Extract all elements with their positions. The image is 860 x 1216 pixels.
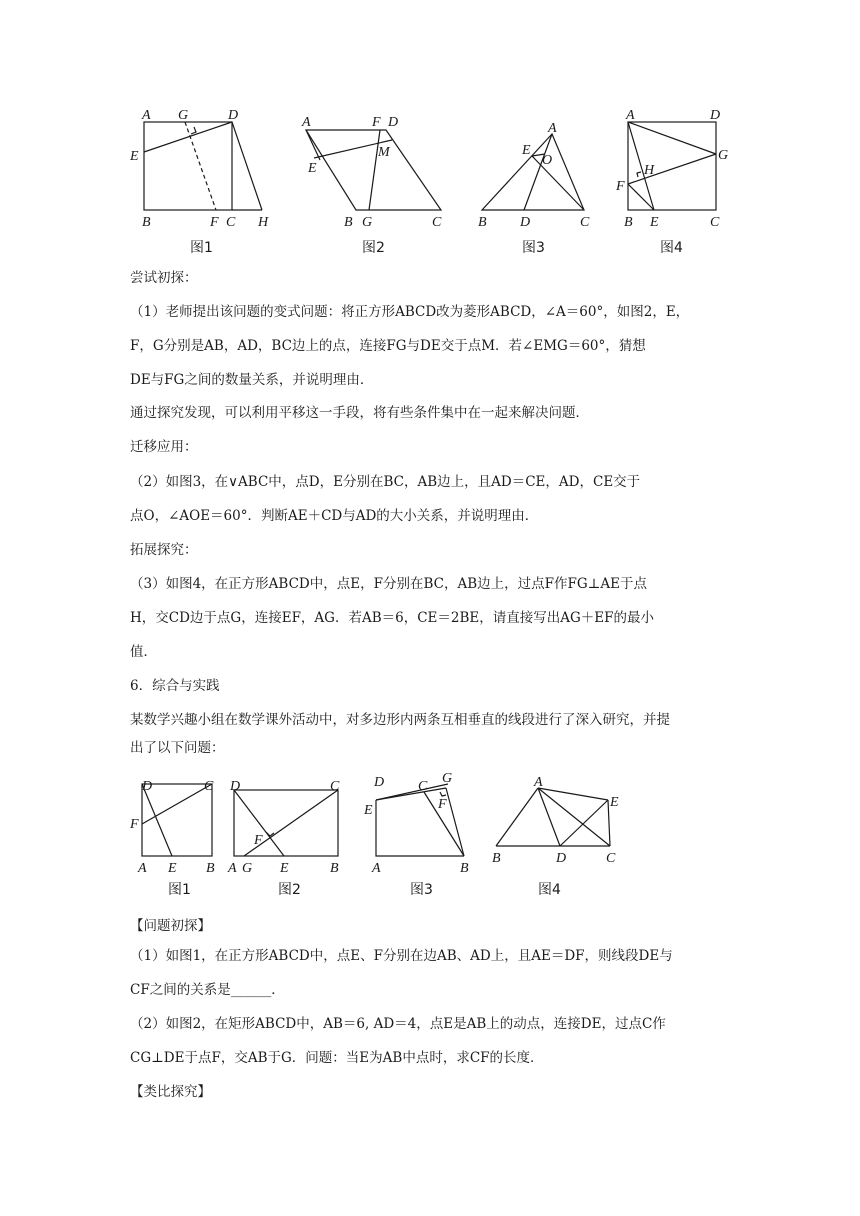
fig2-label-e: E (308, 161, 317, 176)
bfig3-label-g: G (442, 771, 453, 786)
bfig1-label-b: B (206, 861, 215, 876)
text-line-18: CF之间的关系是______． (130, 982, 285, 998)
text-line-10: （3）如图4，在正方形ABCD中，点E，F分别在BC，AB边上，过点F作FG⊥AE于点 (130, 576, 647, 592)
text-line-8: 点O，∠AOE＝60°．判断AE＋CD与AD的大小关系，并说明理由． (130, 508, 539, 524)
text-line-13: 6．综合与实践 (130, 678, 220, 694)
fig1-label-f: F (210, 215, 219, 230)
fig4-label-b: B (624, 215, 633, 230)
fig1-label-a: A (142, 108, 151, 123)
bfig3-label-f: F (438, 797, 447, 812)
fig3-caption: 图3 (522, 240, 545, 256)
fig1-caption: 图1 (190, 240, 213, 256)
bfig2-label-f: F (254, 833, 263, 848)
fig4-label-c: C (710, 215, 720, 230)
fig1-label-b: B (142, 215, 151, 230)
bfig3-caption: 图3 (410, 882, 433, 898)
text-line-14: 某数学兴趣小组在数学课外活动中，对多边形内两条互相垂直的线段进行了深入研究，并提 (130, 712, 670, 728)
bfig4-label-b: B (492, 851, 501, 866)
text-line-4: DE与FG之间的数量关系，并说明理由． (130, 372, 374, 388)
text-line-7: （2）如图3，在∨ABC中，点D，E分别在BC，AB边上，且AD＝CE，AD，CE交于 (130, 474, 641, 490)
figure-bottom-2 (226, 774, 350, 900)
text-line-3: F，G分别是AB，AD，BC边上的点，连接FG与DE交于点M．若∠EMG＝60°，猜想 (130, 338, 646, 354)
fig2-label-g: G (362, 215, 373, 230)
fig2-label-b: B (344, 215, 353, 230)
fig1-label-h: H (258, 215, 269, 230)
fig3-label-o: O (542, 153, 553, 168)
text-line-9: 拓展探究： (130, 542, 198, 558)
bfig2-label-d: D (230, 779, 241, 794)
fig3-label-b: B (478, 215, 487, 230)
text-line-19: （2）如图2，在矩形ABCD中，AB＝6, AD＝4，点E是AB上的动点，连接DE，过点C作 (130, 1016, 666, 1032)
figure-bottom-3 (362, 770, 482, 900)
figure-top-4 (614, 104, 744, 264)
bfig3-label-d: D (374, 775, 385, 790)
fig4-label-a: A (626, 108, 635, 123)
bfig1-label-e: E (168, 861, 177, 876)
bfig1-label-d: D (142, 779, 153, 794)
text-line-5: 通过探究发现，可以利用平移这一手段，将有些条件集中在一起来解决问题． (130, 405, 589, 421)
fig2-caption: 图2 (362, 240, 385, 256)
fig4-label-g: G (718, 148, 729, 163)
bfig4-label-d: D (556, 851, 567, 866)
figure-top-3 (474, 104, 604, 264)
fig2-label-f: F (372, 115, 381, 130)
text-line-20: CG⊥DE于点F，交AB于G．问题：当E为AB中点时，求CF的长度． (130, 1050, 544, 1066)
bfig2-label-c: C (330, 779, 340, 794)
fig3-label-c: C (580, 215, 590, 230)
fig4-label-e: E (650, 215, 659, 230)
fig3-label-e: E (522, 143, 531, 158)
text-line-17: （1）如图1，在正方形ABCD中，点E、F分别在边AB、AD上，且AE＝DF，则线段DE与 (130, 948, 673, 964)
bfig3-label-a: A (372, 861, 381, 876)
text-line-6: 迁移应用： (130, 439, 198, 455)
bfig1-label-f: F (130, 817, 139, 832)
fig2-label-a: A (302, 115, 311, 130)
fig1-label-e: E (130, 149, 139, 164)
bfig3-label-b: B (460, 861, 469, 876)
fig1-label-g: G (178, 108, 189, 123)
fig1-label-d: D (228, 108, 239, 123)
fig4-label-h: H (644, 163, 655, 178)
fig2-label-d: D (388, 115, 399, 130)
bfig4-caption: 图4 (538, 882, 561, 898)
bfig3-label-c: C (418, 779, 428, 794)
text-line-2: （1）老师提出该问题的变式问题：将正方形ABCD改为菱形ABCD，∠A＝60°，如图2，E， (130, 304, 690, 320)
text-line-16: 【问题初探】 (130, 918, 211, 934)
fig4-caption: 图4 (660, 240, 683, 256)
text-line-15: 出了以下问题： (130, 740, 225, 756)
bfig2-label-b: B (330, 861, 339, 876)
figure-top-2 (296, 104, 456, 264)
bfig2-label-g: G (242, 861, 253, 876)
text-line-12: 值． (130, 644, 157, 660)
fig3-label-d: D (520, 215, 531, 230)
bfig2-caption: 图2 (278, 882, 301, 898)
fig4-label-f: F (616, 179, 625, 194)
bfig3-label-e: E (364, 803, 373, 818)
fig2-label-c: C (432, 215, 442, 230)
text-line-21: 【类比探究】 (130, 1084, 211, 1100)
fig4-label-d: D (710, 108, 721, 123)
text-line-11: H，交CD边于点G，连接EF，AG．若AB＝6，CE＝2BE，请直接写出AG＋EF的最小 (130, 610, 655, 626)
bfig1-label-a: A (138, 861, 147, 876)
bfig2-label-a: A (228, 861, 237, 876)
bfig1-caption: 图1 (168, 882, 191, 898)
bfig4-label-c: C (606, 851, 616, 866)
fig2-label-m: M (378, 145, 390, 160)
figure-bottom-1 (128, 774, 228, 900)
bfig4-label-e: E (610, 795, 619, 810)
fig3-label-a: A (548, 121, 557, 136)
bfig2-label-e: E (280, 861, 289, 876)
bfig4-label-a: A (534, 775, 543, 790)
bfig1-label-c: C (204, 779, 214, 794)
figure-top-1 (128, 104, 278, 264)
text-line-1: 尝试初探： (130, 270, 198, 286)
figure-bottom-4 (488, 770, 628, 900)
fig1-label-c: C (226, 215, 236, 230)
